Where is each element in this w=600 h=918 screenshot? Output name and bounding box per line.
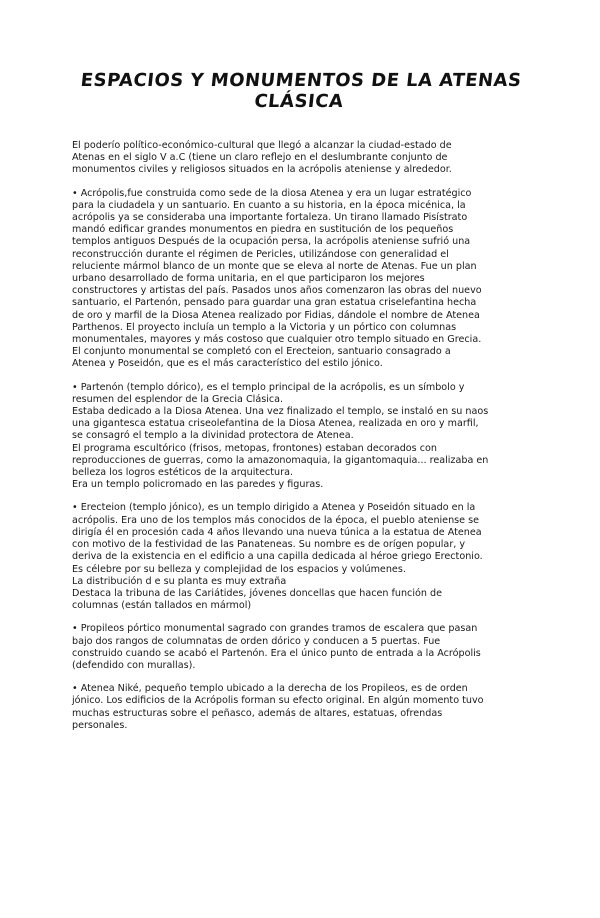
text-line: con motivo de la festividad de las Panateneas. Su nombre es de orígen popular, y (72, 539, 466, 551)
document-body (72, 140, 528, 732)
text-line: acrópolis ya se consideraba una importante fortaleza. Un tirano llamado Pisístrato (72, 212, 468, 224)
text-line: urbano desarrollado de forma unitaria, en el que participaron los mejores (72, 273, 425, 285)
text-line: santuario, el Partenón, pensado para guardar una gran estatua criselefantina hecha (72, 297, 477, 309)
text-line: Destaca la tribuna de las Cariátides, jóvenes doncellas que hacen función de (72, 587, 442, 599)
text-line: se consagró el templo a la divinidad protectora de Atenea. (72, 430, 354, 442)
text-line: bajo dos rangos de columnatas de orden dórico y conducen a 5 puertas. Fue (72, 635, 441, 647)
text-line: dirigía él en procesión cada 4 años llevando una nueva túnica a la estatua de Atenea (72, 526, 482, 538)
text-line: belleza los logros estéticos de la arquitectura. (72, 467, 294, 479)
text-line: Atenas en el siglo V a.C (tiene un claro reflejo en el deslumbrante conjunto de (72, 152, 448, 164)
paragraph (72, 683, 528, 732)
text-line: jónico. Los edificios de la Acrópolis forman su efecto original. En algún momento tuvo (72, 695, 484, 707)
text-line: monumentales, mayores y más costoso que cualquier otro templo situado en Grecia. (72, 334, 482, 346)
text-line: El programa escultórico (frisos, metopas, frontones) estaban decorados con (72, 442, 437, 454)
text-line: de oro y marfil de la Diosa Atenea realizado por Fidias, dándole el nombre de Atenea (72, 309, 480, 321)
text-line: El conjunto monumental se completó con el Erecteion, santuario consagrado a (72, 346, 451, 358)
text-line: templos antiguos Después de la ocupación persa, la acrópolis ateniense sufrió una (72, 236, 471, 248)
text-line: personales. (72, 719, 128, 731)
text-line: Atenea y Poseidón, que es el más característico del estilo jónico. (72, 358, 383, 370)
text-line: (defendido con murallas). (72, 659, 196, 671)
text-line: deriva de la existencia en el edificio a una capilla dedicada al héroe griego Erectonio. (72, 551, 483, 563)
paragraph (72, 623, 528, 672)
text-line: Es célebre por su belleza y complejidad de los espacios y volúmenes. (72, 563, 406, 575)
text-line: El poderío político-económico-cultural que llegó a alcanzar la ciudad-estado de (72, 140, 452, 151)
text-line: • Atenea Niké, pequeño templo ubicado a la derecha de los Propileos, es de orden (72, 683, 468, 695)
text-line: • Propileos pórtico monumental sagrado con grandes tramos de escalera que pasan (72, 623, 478, 635)
paragraph (72, 140, 528, 177)
text-line: reconstrucción durante el régimen de Pericles, utilizándose con generalidad el (72, 248, 449, 260)
text-line: reluciente mármol blanco de un monte que se eleva al norte de Atenas. Fue un plan (72, 260, 477, 272)
paragraph (72, 502, 528, 612)
paragraph (72, 382, 528, 492)
text-line: resumen del esplendor de la Grecia Clásica. (72, 393, 284, 405)
text-line: acrópolis. Era uno de los templos más conocidos de la época, el pueblo ateniense se (72, 514, 480, 526)
text-line: Parthenos. El proyecto incluía un templo a la Victoria y un pórtico con columnas (72, 321, 457, 333)
text-line: constructores y artistas del país. Pasados unos años comenzaron las obras del nuevo (72, 285, 482, 297)
page-title: ESPACIOS Y MONUMENTOS DE LA ATENAS CLÁSICA (79, 70, 523, 112)
text-line: construido cuando se acabó el Partenón. Era el único punto de entrada a la Acrópolis (72, 647, 481, 659)
text-line: muchas estructuras sobre el peñasco, además de altares, estatuas, ofrendas (72, 707, 443, 719)
text-line: columnas (están tallados en mármol) (72, 600, 252, 612)
text-line: una gigantesca estatua criseolefantina de la Diosa Atenea, realizada en oro y marfil, (72, 418, 479, 430)
paragraph (72, 188, 528, 371)
text-line: monumentos civiles y religiosos situados en la acrópolis ateniense y alrededor. (72, 164, 452, 176)
text-line: • Partenón (templo dórico), es el templo principal de la acrópolis, es un símbolo y (72, 381, 465, 393)
text-line: La distribución d e su planta es muy extraña (72, 575, 287, 587)
text-line: Estaba dedicado a la Diosa Atenea. Una vez finalizado el templo, se instaló en su naos (72, 406, 489, 418)
text-line: mandó edificar grandes monumentos en piedra en sustitución de los pequeños (72, 224, 454, 236)
text-line: Era un templo policromado en las paredes y figuras. (72, 479, 324, 491)
text-line: reproducciones de guerras, como la amazonomaquia, la gigantomaquia... realizaba en (72, 454, 489, 466)
document-page (0, 70, 600, 918)
text-line: para la ciudadela y un santuario. En cuanto a su historia, en la época micénica, la (72, 199, 466, 211)
text-line: • Erecteion (templo jónico), es un templo dirigido a Atenea y Poseidón situado en la (72, 502, 476, 514)
text-line: • Acrópolis,fue construida como sede de la diosa Atenea y era un lugar estratégico (72, 187, 472, 199)
